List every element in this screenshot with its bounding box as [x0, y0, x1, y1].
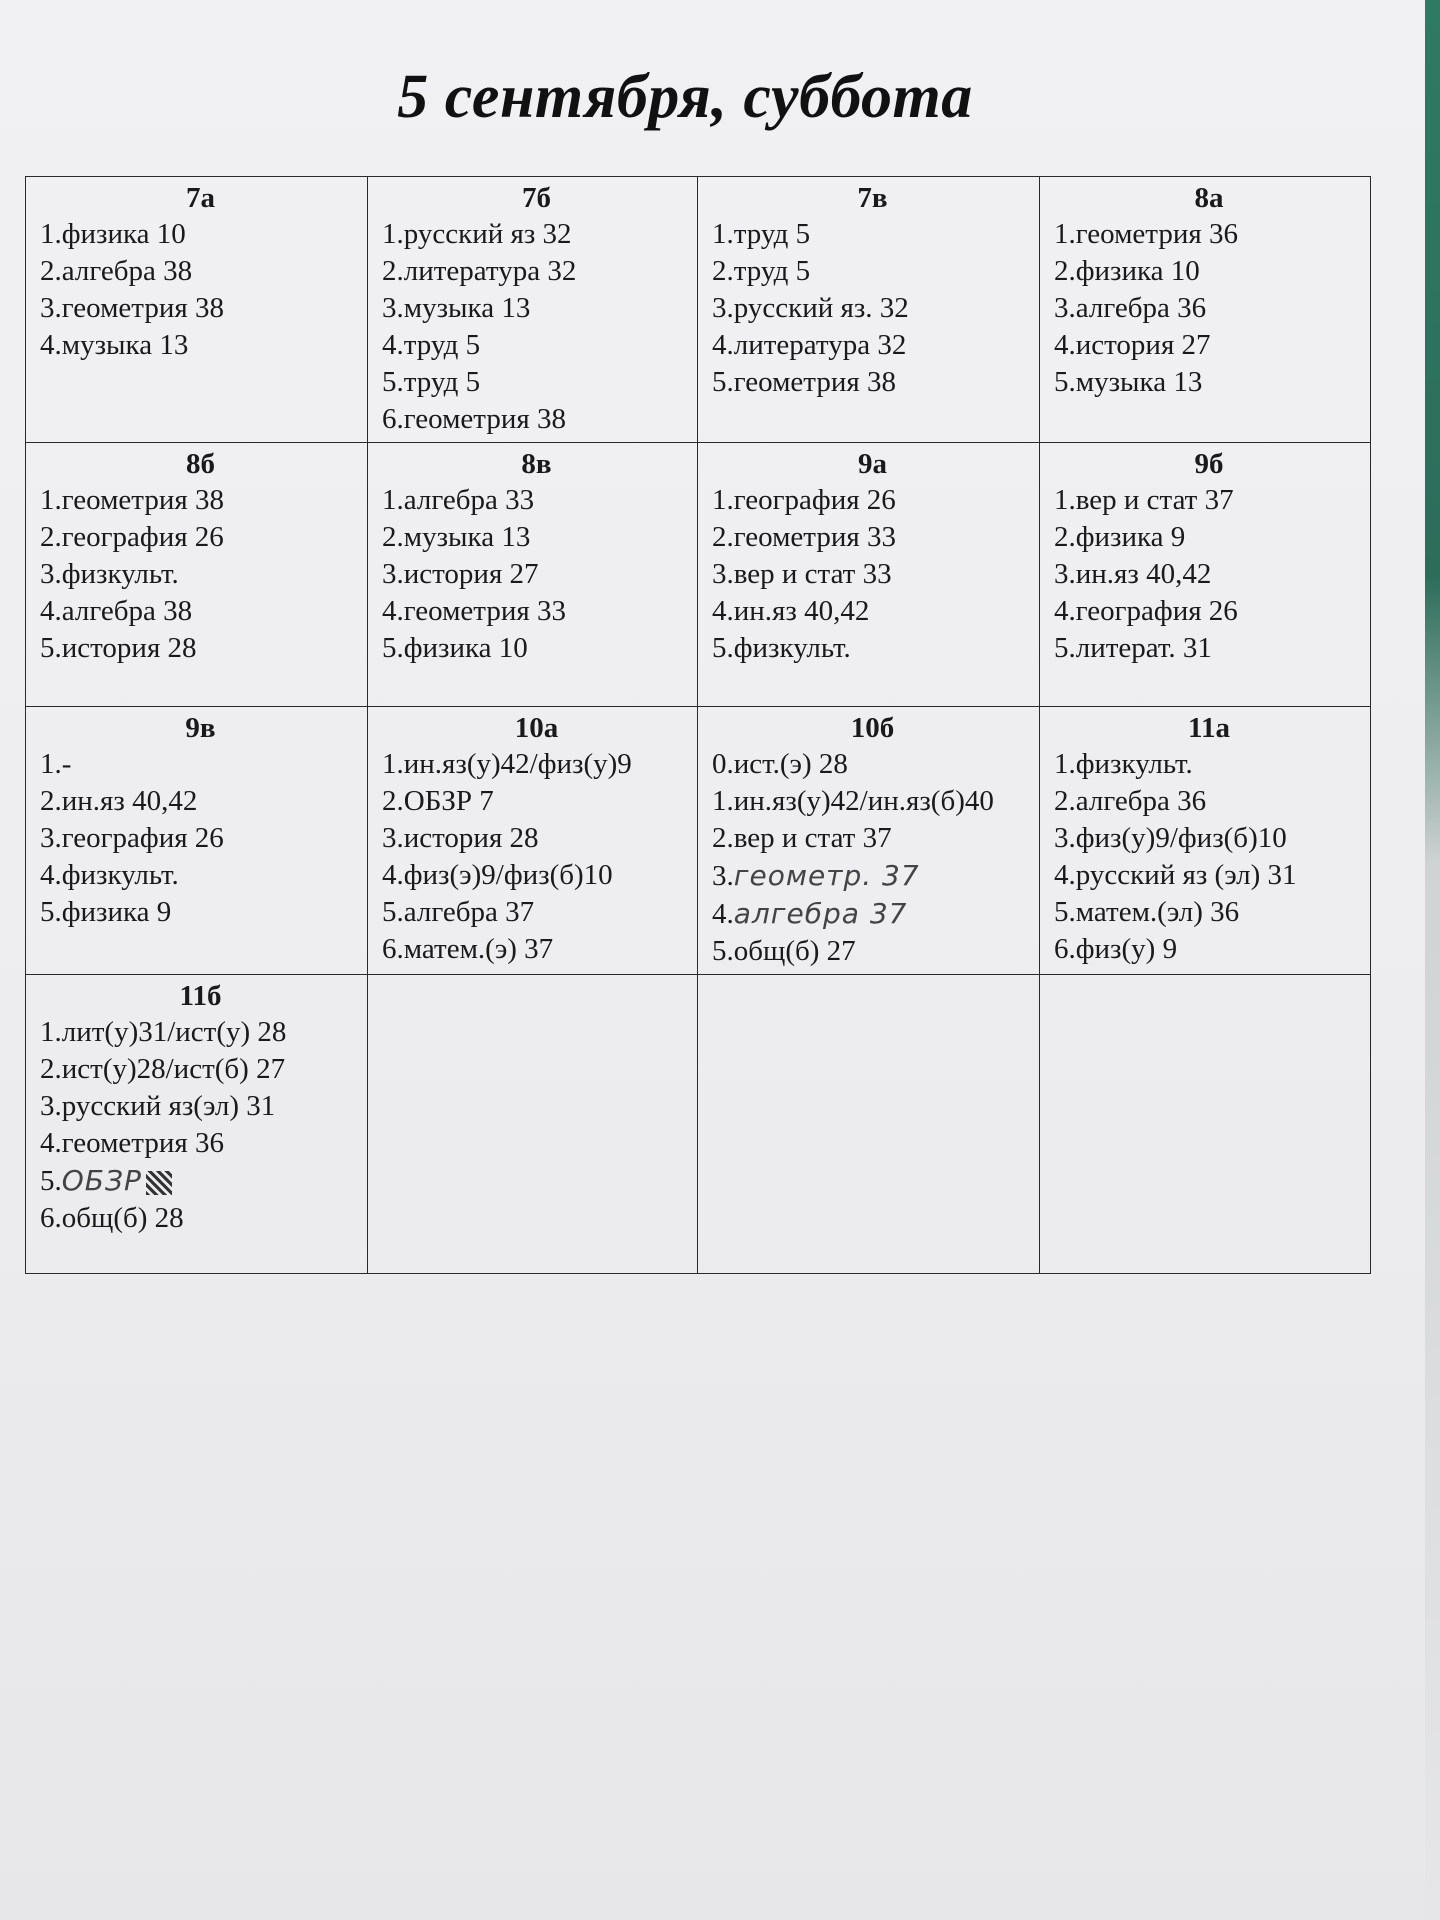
class-name: 7в	[857, 182, 888, 214]
handwritten-text: геометр. 37	[733, 859, 920, 892]
lesson-item: 3.алгебра 36	[1054, 292, 1207, 324]
lesson-number: 4.	[712, 898, 734, 930]
lesson-item-handwritten	[40, 1162, 361, 1200]
lesson-item: 5.общ(б) 27	[712, 935, 856, 967]
lesson-item: 4.литература 32	[712, 329, 907, 361]
lesson-item: 2.физика 9	[1054, 521, 1186, 553]
lesson-item: 5.матем.(эл) 36	[1054, 896, 1240, 928]
class-name: 7а	[186, 182, 215, 214]
lesson-item: 6.матем.(э) 37	[382, 933, 554, 965]
class-cell	[26, 975, 368, 1274]
class-cell	[368, 177, 698, 443]
lesson-item: 3.физ(у)9/физ(б)10	[1054, 822, 1287, 854]
lesson-item: 1.русский яз 32	[382, 218, 572, 250]
lesson-item: 4.физ(э)9/физ(б)10	[382, 859, 613, 891]
lesson-item: 1.вер и стат 37	[1054, 484, 1234, 516]
lesson-item: 1.геометрия 38	[40, 484, 224, 516]
schedule-table	[25, 176, 1371, 1274]
class-cell	[1040, 707, 1371, 975]
lesson-item: 1.ин.яз(у)42/физ(у)9	[382, 748, 632, 780]
class-name: 8б	[186, 448, 215, 480]
handwritten-text: алгебра 37	[733, 897, 908, 930]
lesson-item: 4.физкульт.	[40, 859, 179, 891]
lesson-item: 6.геометрия 38	[382, 403, 566, 435]
lesson-item: 4.русский яз (эл) 31	[1054, 859, 1297, 891]
lesson-item: 5.алгебра 37	[382, 896, 535, 928]
lesson-item: 1.география 26	[712, 484, 896, 516]
class-name: 7б	[522, 182, 551, 214]
page-title: 5 сентября, суббота	[397, 63, 973, 131]
lesson-item: 3.физкульт.	[40, 558, 179, 590]
class-cell	[368, 707, 698, 975]
class-name: 8в	[521, 448, 552, 480]
lesson-item: 2.вер и стат 37	[712, 822, 892, 854]
class-cell	[368, 443, 698, 707]
background-edge	[1425, 0, 1440, 1920]
class-cell	[26, 707, 368, 975]
lesson-item: 6.физ(у) 9	[1054, 933, 1178, 965]
class-name: 8а	[1194, 182, 1224, 214]
class-cell	[698, 177, 1040, 443]
class-cell	[26, 177, 368, 443]
class-name: 10а	[514, 712, 559, 744]
lesson-item: 4.труд 5	[382, 329, 481, 361]
lesson-item: 3.география 26	[40, 822, 224, 854]
lesson-item: 4.алгебра 38	[40, 595, 193, 627]
lesson-item: 3.геометрия 38	[40, 292, 224, 324]
lesson-item: 2.геометрия 33	[712, 521, 896, 553]
lesson-item: 2.ист(у)28/ист(б) 27	[40, 1053, 286, 1085]
class-name: 11б	[179, 980, 222, 1012]
lesson-item-handwritten	[712, 895, 1033, 933]
lesson-item: 4.геометрия 36	[40, 1127, 224, 1159]
empty-cell	[698, 975, 1040, 1274]
class-name: 9а	[858, 448, 887, 480]
schedule-row	[26, 975, 1371, 1274]
class-name: 9б	[1194, 448, 1224, 480]
lesson-item: 4.музыка 13	[40, 329, 189, 361]
lesson-item: 2.труд 5	[712, 255, 811, 287]
lesson-item: 1.алгебра 33	[382, 484, 535, 516]
lesson-item: 4.ин.яз 40,42	[712, 595, 870, 627]
lesson-item: 5.физика 9	[40, 896, 172, 928]
lesson-item: 1.физика 10	[40, 218, 186, 250]
schedule-row	[26, 707, 1371, 975]
lesson-item: 2.география 26	[40, 521, 224, 553]
class-cell	[1040, 443, 1371, 707]
lesson-item: 3.история 27	[382, 558, 539, 590]
empty-cell	[1040, 975, 1371, 1274]
lesson-item: 5.физика 10	[382, 632, 528, 664]
lesson-item: 4.история 27	[1054, 329, 1211, 361]
lesson-item: 4.геометрия 33	[382, 595, 566, 627]
class-name: 9в	[185, 712, 216, 744]
lesson-item: 5.история 28	[40, 632, 197, 664]
schedule-row	[26, 443, 1371, 707]
handwritten-text: ОБЗР	[61, 1164, 142, 1197]
lesson-number: 3.	[712, 860, 734, 892]
class-cell	[1040, 177, 1371, 443]
lesson-item: 3.русский яз(эл) 31	[40, 1090, 276, 1122]
lesson-item: 5.труд 5	[382, 366, 481, 398]
lesson-item: 5.литерат. 31	[1054, 632, 1212, 664]
lesson-item: 3.музыка 13	[382, 292, 531, 324]
lesson-item: 5.физкульт.	[712, 632, 851, 664]
lesson-item: 2.алгебра 36	[1054, 785, 1207, 817]
lesson-item: 2.музыка 13	[382, 521, 531, 553]
empty-cell	[368, 975, 698, 1274]
lesson-item: 1.-	[40, 748, 72, 780]
class-name: 11а	[1188, 712, 1230, 744]
lesson-item: 2.физика 10	[1054, 255, 1200, 287]
lesson-item: 1.лит(у)31/ист(у) 28	[40, 1016, 287, 1048]
schedule-row	[26, 177, 1371, 443]
lesson-item: 2.ин.яз 40,42	[40, 785, 198, 817]
lesson-item: 2.литература 32	[382, 255, 577, 287]
lesson-item: 5.геометрия 38	[712, 366, 896, 398]
lesson-item-handwritten	[712, 857, 1033, 895]
lesson-item: 1.физкульт.	[1054, 748, 1193, 780]
lesson-item: 6.общ(б) 28	[40, 1202, 184, 1234]
class-name: 10б	[850, 712, 895, 744]
lesson-item: 1.труд 5	[712, 218, 811, 250]
class-cell	[26, 443, 368, 707]
lesson-item: 3.русский яз. 32	[712, 292, 909, 324]
lesson-item: 3.ин.яз 40,42	[1054, 558, 1212, 590]
lesson-item: 1.ин.яз(у)42/ин.яз(б)40	[712, 785, 994, 817]
lesson-item: 3.вер и стат 33	[712, 558, 892, 590]
lesson-item: 2.ОБЗР 7	[382, 785, 494, 817]
class-cell	[698, 707, 1040, 975]
lesson-item: 5.музыка 13	[1054, 366, 1203, 398]
lesson-item: 2.алгебра 38	[40, 255, 193, 287]
lesson-item: 0.ист.(э) 28	[712, 748, 848, 780]
lesson-item: 4.география 26	[1054, 595, 1238, 627]
lesson-item: 3.история 28	[382, 822, 539, 854]
lesson-number: 5.	[40, 1165, 62, 1197]
class-cell	[698, 443, 1040, 707]
ink-scribble	[146, 1171, 172, 1195]
lesson-item: 1.геометрия 36	[1054, 218, 1238, 250]
